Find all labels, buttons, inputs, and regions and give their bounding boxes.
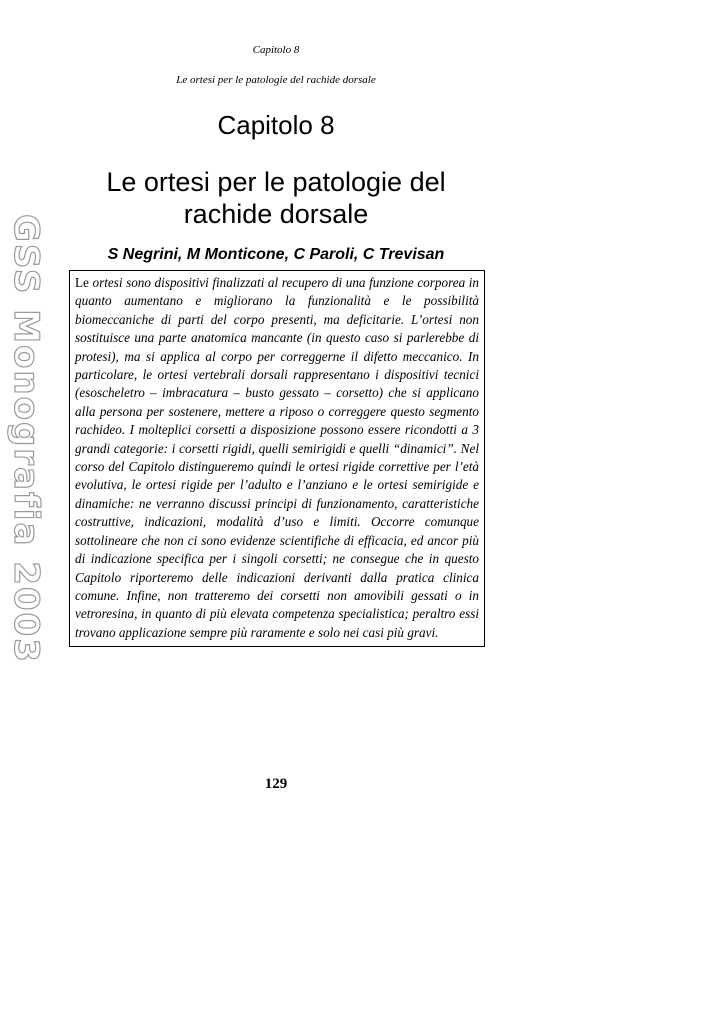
watermark-text: GSS Monografia 2003 bbox=[6, 214, 46, 664]
abstract-box bbox=[69, 270, 485, 647]
running-head-chapter: Capitolo 8 bbox=[252, 44, 300, 56]
authors: S Negrini, M Monticone, C Paroli, C Trevisan bbox=[107, 246, 445, 263]
chapter-title-line-1: Le ortesi per le patologie del bbox=[106, 167, 446, 197]
chapter-title bbox=[60, 166, 492, 230]
running-head-title: Le ortesi per le patologie del rachide dorsale bbox=[176, 74, 376, 86]
abstract-text: ortesi sono dispositivi finalizzati al recupero di una funzione corporea in quanto aumentano e migliorano la funzionalità e le possibilità biomeccaniche di parti del corpo presenti, ma deficitarie. L’ortesi non sostituisce una parte anatomica mancante (in questo caso si parlerebbe di protesi), ma si applica al corpo per correggerne il difetto meccanico. In particolare, le ortesi vertebrali dorsali rappresentano i dispositivi tecnici (esoscheletro – imbracatura – busto gessato – corsetto) che si applicano alla persona per sostenere, mettere a riposo o correggere questo segmento rachideo. I molteplici corsetti a disposizione possono essere ricondotti a 3 grandi categorie: i corsetti rigidi, quelli semirigidi e quelli “dinamici”. Nel corso del Capitolo distingueremo quindi le ortesi rigide correttive per l’età evolutiva, le ortesi rigide per l’adulto e l’anziano e le ortesi semirigide e dinamiche: ne verranno discussi principi di funzionamento, caratteristiche costruttive, indicazioni, modalità d’uso e limiti. Occorre comunque sottolineare che non ci sono evidenze scientifiche di efficacia, ed ancor più di indicazione specifica per i singoli corsetti; ne consegue che in questo Capitolo riporteremo delle indicazioni derivanti dalla pratica clinica comune. Infine, non tratteremo dei corsetti non amovibili gessati o in vetroresina, in quanto di più elevata competenza specialistica; peraltro essi trovano applicazione sempre più raramente e solo nei casi più gravi. bbox=[75, 275, 479, 640]
abstract-first-letter: Le bbox=[75, 275, 89, 290]
page-number: 129 bbox=[264, 776, 288, 792]
chapter-title-line-2: rachide dorsale bbox=[183, 199, 369, 229]
chapter-number: Capitolo 8 bbox=[217, 110, 335, 140]
watermark-container bbox=[6, 214, 46, 664]
